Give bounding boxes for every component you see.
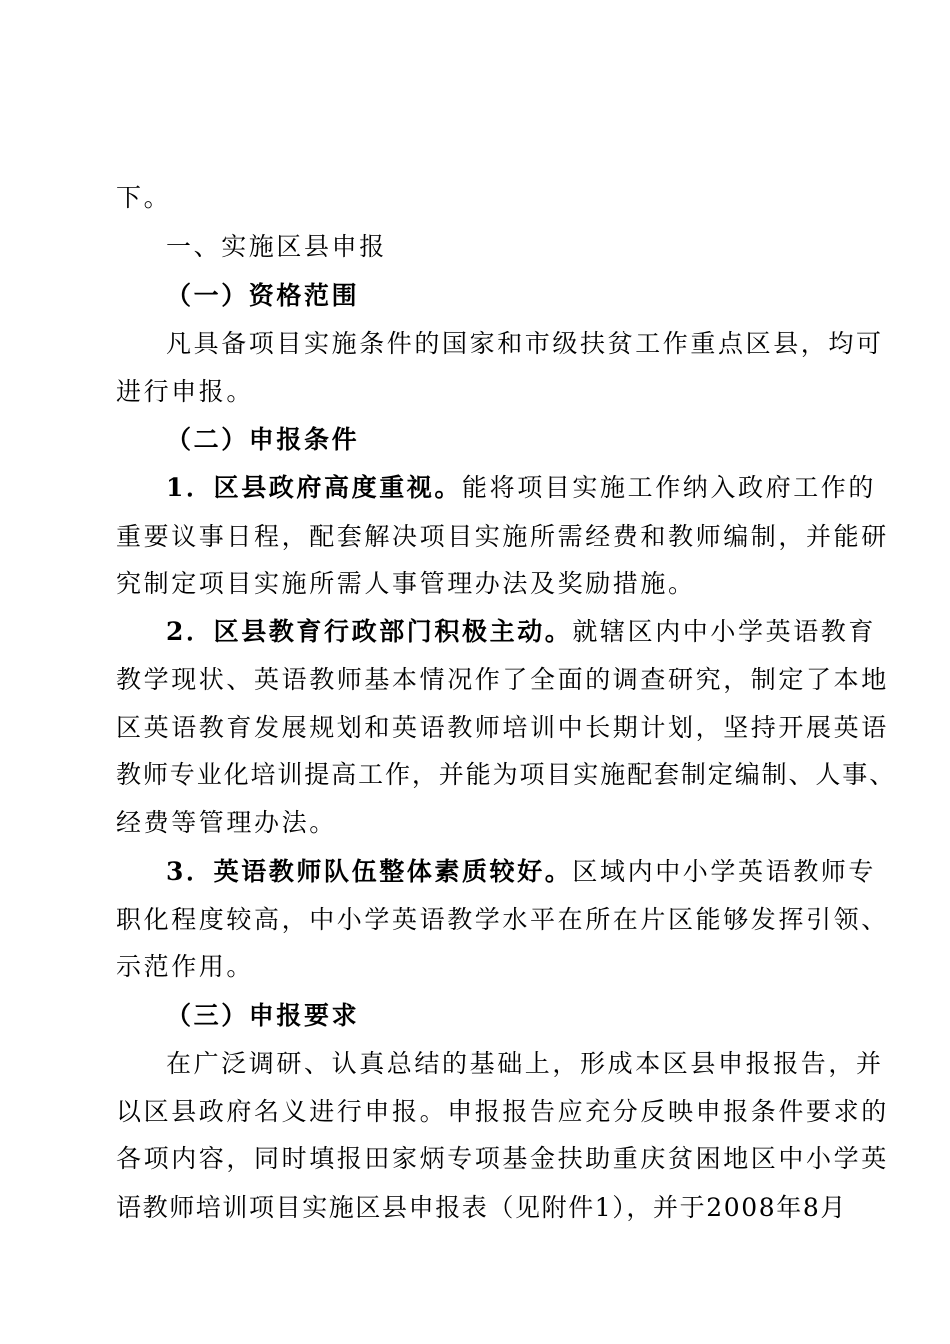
- item-1-title: 1．区县政府高度重视。: [166, 473, 462, 502]
- numbered-item-2: [166, 615, 876, 649]
- paragraph-continuation-line: 下。: [116, 183, 172, 212]
- item-3-title: 3．英语教师队伍整体素质较好。: [166, 857, 573, 886]
- paragraph-line: 凡具备项目实施条件的国家和市级扶贫工作重点区县，均可: [166, 329, 884, 358]
- paragraph-line: 职化程度较高，中小学英语教学水平在所在片区能够发挥引领、: [116, 905, 889, 934]
- item-3-text: 区域内中小学英语教师专: [572, 857, 877, 886]
- paragraph-line: 究制定项目实施所需人事管理办法及奖励措施。: [116, 569, 696, 598]
- paragraph-line: 重要议事日程，配套解决项目实施所需经费和教师编制，并能研: [116, 522, 889, 551]
- subsection-heading-2: （二）申报条件: [166, 425, 360, 454]
- paragraph-line: 以区县政府名义进行申报。申报报告应充分反映申报条件要求的: [116, 1097, 889, 1126]
- numbered-item-3: [166, 855, 876, 889]
- item-2-text: 就辖区内中小学英语教育: [572, 617, 877, 646]
- paragraph-line: 进行申报。: [116, 377, 255, 406]
- paragraph-line: 示范作用。: [116, 952, 255, 981]
- paragraph-line: 在广泛调研、认真总结的基础上，形成本区县申报报告，并: [166, 1049, 884, 1078]
- section-heading: 一、实施区县申报: [166, 232, 387, 261]
- numbered-item-1: [166, 471, 876, 505]
- subsection-heading-3: （三）申报要求: [166, 1001, 360, 1030]
- paragraph-line: 经费等管理办法。: [116, 808, 337, 837]
- subsection-heading-1: （一）资格范围: [166, 281, 360, 310]
- paragraph-line: 区英语教育发展规划和英语教师培训中长期计划，坚持开展英语: [116, 713, 889, 742]
- item-1-text: 能将项目实施工作纳入政府工作的: [462, 473, 877, 502]
- paragraph-line: 教师专业化培训提高工作，并能为项目实施配套制定编制、人事、: [116, 760, 897, 789]
- paragraph-line: 语教师培训项目实施区县申报表（见附件1），并于2008年8月: [116, 1193, 847, 1222]
- paragraph-line: 各项内容，同时填报田家炳专项基金扶助重庆贫困地区中小学英: [116, 1144, 889, 1173]
- item-2-title: 2．区县教育行政部门积极主动。: [166, 617, 573, 646]
- paragraph-line: 教学现状、英语教师基本情况作了全面的调查研究，制定了本地: [116, 665, 889, 694]
